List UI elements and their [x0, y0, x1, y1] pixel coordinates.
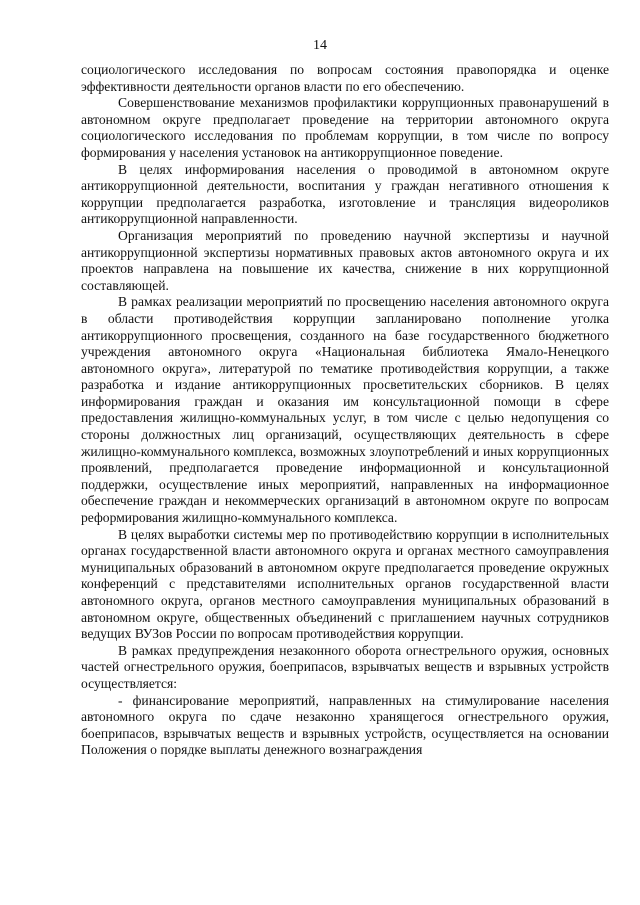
paragraph-public-education: В рамках реализации мероприятий по просвещению населения автономного округа в области противодействия коррупции запланировано пополнение уголка антикоррупционного просвещения, созданного на базе государственного бюджетного учреждения автономного округа «Национальная библиотека Ямало-Ненецкого автономного округа», литературой по тематике противодействия коррупции, а также разработка и издание антикоррупционных просветительских сборников. В целях информирования граждан и оказания им консультационной помощи в сфере предоставления жилищно-коммунальных услуг, в том числе с целью недопущения со стороны должностных лиц организаций, осуществляющих деятельность в сфере жилищно-коммунального комплекса, возможных злоупотреблений и иных коррупционных проявлений, предполагается проведение информационной и консультационной поддержки, осуществление иных мероприятий, направленных на информационное обеспечение граждан и некоммерческих организаций в автономном округе по вопросам реформирования жилищно-коммунального комплекса. — [81, 294, 609, 526]
paragraph-public-information: В целях информирования населения о проводимой в автономном округе антикоррупционной деятельности, воспитания у граждан негативного отношения к коррупции предполагается разработка, изготовление и трансляция видеороликов антикоррупционной направленности. — [81, 161, 609, 227]
paragraph-scientific-expertise: Организация мероприятий по проведению научной экспертизы и научной антикоррупционной экспертизы нормативных правовых актов автономного округа и их проектов направлена на повышение их качества, снижение в них коррупционной составляющей. — [81, 227, 609, 293]
paragraph-prevention-mechanisms: Совершенствование механизмов профилактики коррупционных правонарушений в автономном округе предполагает проведение на территории автономного округа социологического исследования по проблемам коррупции, в том числе по вопросу формирования у населения установок на антикоррупционное поведение. — [81, 95, 609, 160]
paragraph-continuation: социологического исследования по вопросам состояния правопорядка и оценке эффективности деятельности органов власти по его обеспечению. — [81, 62, 609, 94]
page-number: 14 — [313, 38, 327, 53]
paragraph-financing: - финансирование мероприятий, направленных на стимулирование населения автономного округа по сдаче незаконно хранящегося огнестрельного оружия, боеприпасов, взрывчатых веществ и взрывных устройств, осуществляется на основании Положения о порядке выплаты денежного вознаграждения — [81, 692, 609, 758]
paragraph-weapons-prevention: В рамках предупреждения незаконного оборота огнестрельного оружия, основных частей огнестрельного оружия, боеприпасов, взрывчатых веществ и взрывных устройств осуществляется: — [81, 642, 609, 691]
page-text — [81, 62, 609, 759]
paragraph-conferences: В целях выработки системы мер по противодействию коррупции в исполнительных органах государственной власти автономного округа и органах местного самоуправления муниципальных образований в автономном округе предполагается проведение окружных конференций с представителями исполнительных органов государственной власти автономного округа, органов местного самоуправления муниципальных образований в автономном округе, общественных объединений с приглашением научных сотрудников ведущих ВУЗов России по вопросам противодействия коррупции. — [81, 526, 609, 642]
